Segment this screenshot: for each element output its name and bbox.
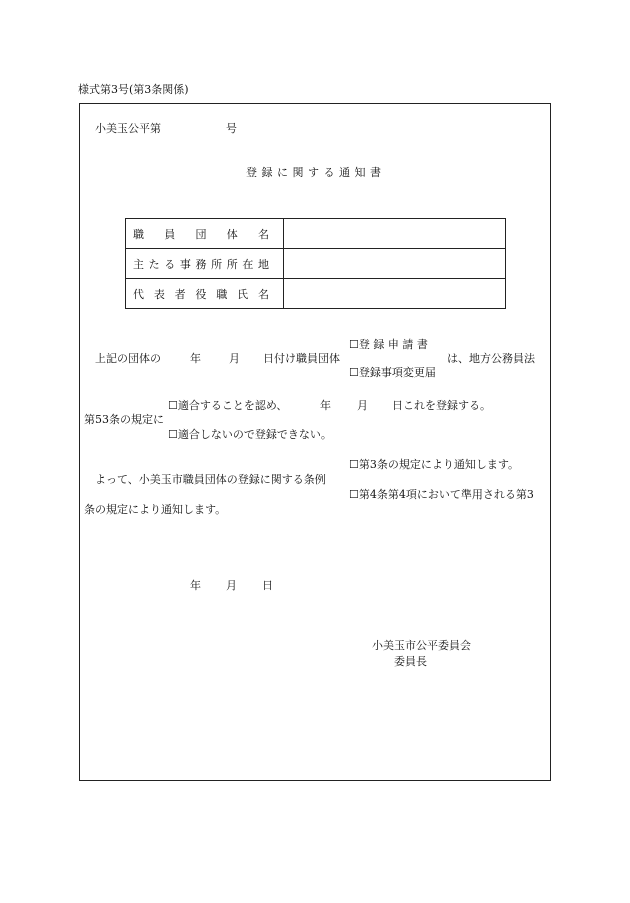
- table-row: [126, 249, 506, 279]
- office-address-value: [284, 249, 506, 279]
- para1-month: 月: [229, 352, 240, 365]
- para2-register: 日これを登録する。: [392, 399, 491, 412]
- document-number-suffix: 号: [226, 122, 237, 135]
- option-conform: ☐適合することを認め、: [168, 399, 288, 412]
- document-number-prefix: 小美玉公平第: [95, 122, 161, 135]
- label-organization-name: 職 員 団 体 名: [133, 227, 269, 241]
- document-title: 登録に関する通知書: [246, 166, 386, 179]
- table-label-cell: [126, 219, 284, 249]
- label-office-address: 主 た る 事 務 所 所 在 地: [133, 257, 269, 271]
- para2-year: 年: [320, 399, 331, 412]
- para3-tail: 条の規定により通知します。: [84, 503, 227, 516]
- option-article3: ☐第3条の規定により通知します。: [349, 458, 519, 471]
- table-row: [126, 219, 506, 249]
- document-frame: [79, 103, 551, 781]
- issuer-chair: 委員長: [394, 655, 427, 668]
- form-label: 様式第3号(第3条関係): [78, 83, 189, 96]
- organization-name-value: [284, 219, 506, 249]
- label-representative: 代 表 者 役 職 氏 名: [133, 287, 269, 301]
- para1-suffix: は、地方公務員法: [447, 352, 535, 365]
- table-row: [126, 279, 506, 309]
- para3-lead: よって、小美玉市職員団体の登録に関する条例: [95, 473, 326, 486]
- option-nonconform: ☐適合しないので登録できない。: [168, 428, 332, 441]
- info-table: [125, 218, 506, 309]
- option-registration-application: ☐登 録 申 請 書: [349, 338, 428, 351]
- date-month: 月: [226, 579, 237, 592]
- representative-value: [284, 279, 506, 309]
- date-day: 日: [262, 579, 273, 592]
- para1-dated: 日付け職員団体: [263, 352, 340, 365]
- para1-year: 年: [190, 352, 201, 365]
- para2-article: 第53条の規定に: [84, 413, 164, 426]
- issuer-committee: 小美玉市公平委員会: [372, 639, 471, 652]
- para2-month: 月: [357, 399, 368, 412]
- option-article4: ☐第4条第4項において準用される第3: [349, 488, 534, 501]
- date-year: 年: [190, 579, 201, 592]
- table-label-cell: [126, 249, 284, 279]
- option-registration-change: ☐登録事項変更届: [349, 366, 436, 379]
- table-label-cell: [126, 279, 284, 309]
- para1-prefix: 上記の団体の: [95, 352, 161, 365]
